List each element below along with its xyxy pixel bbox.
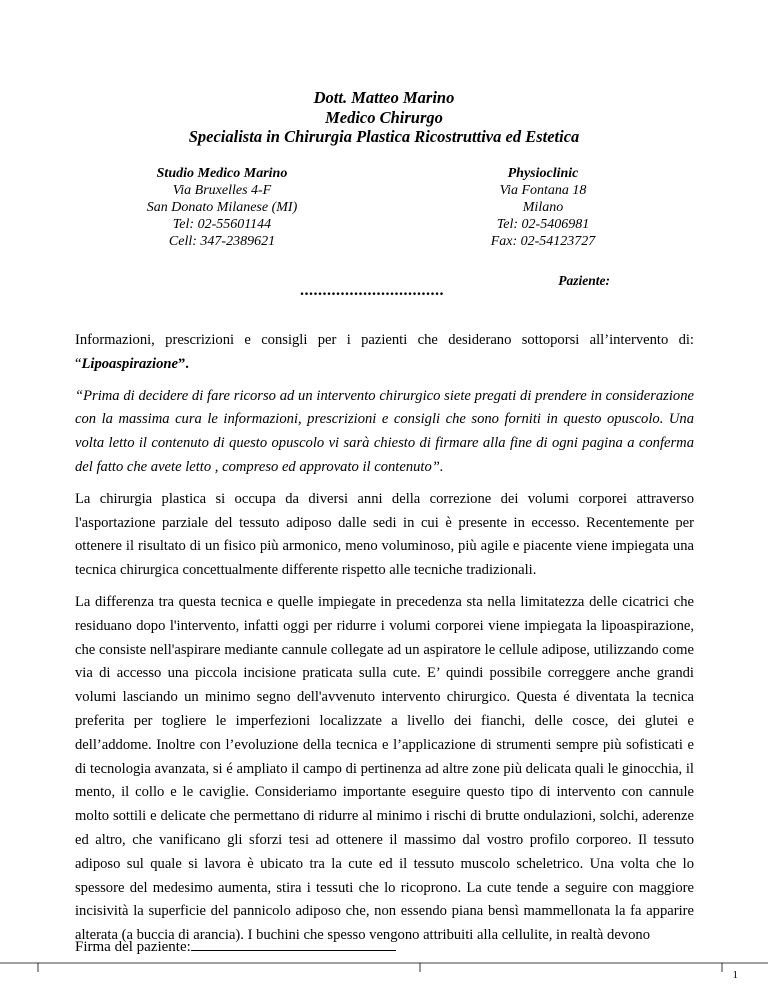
signature-label: Firma del paziente: xyxy=(75,939,191,955)
page-footer xyxy=(0,935,768,994)
studio-right-city: Milano xyxy=(522,200,564,215)
studio-left-cell: Cell: 347-2389621 xyxy=(168,234,276,249)
studio-right-fax: Fax: 02-54123727 xyxy=(490,234,596,249)
body-paragraph-1: La chirurgia plastica si occupa da diversi anni della correzione dei volumi corporei attraverso l'asportazione parziale del tessuto adiposo dalle sedi in cui è presente in eccesso. Recentemente per ottenere il risultato di un fisico più armonico, meno voluminoso, più agile e piacente viene impiegata una tecnica chirurgica concettualmente differente rispetto alle tecniche tradizionali. xyxy=(75,490,694,579)
doctor-role: Medico Chirurgo xyxy=(325,107,443,127)
body-paragraph-2: La differenza tra questa tecnica e quelle impiegate in precedenza sta nella limitatezza delle cicatrici che residuano dopo l'intervento, infatti oggi per ridurre i volumi corporei viene impiegata la lipoaspirazione, che consiste nell'aspirare mediante cannule collegate ad un aspiratore le cellule adipose, utilizzando come via di accesso una piccola incisione praticata sulla cute. E’ quindi possibile correggere anche grandi volumi lasciando un minimo segno dell'avvenuto intervento chirurgico. Questa é diventata la tecnica preferita per togliere le imperfezioni localizzate a livello dei fianchi, delle cosce, dei glutei e dell’addome. Inoltre con l’evoluzione della tecnica e l’applicazione di strumenti sempre più sofisticati e di tecnologia avanzata, si é ampliato il campo di pertinenza ad altre zone più delicata quali le ginocchia, il mento, il collo e le caviglie. Consideriamo importante eseguire questo tipo di intervento con cannule molto sottili e delicate che permettano di ridurre al minimo i rischi di brutte ondulazioni, solchi, aderenze ed altro, che vanificano gli sforzi tesi ad ottenere il massimo dal vostro profilo corporeo. Il tessuto adiposo sul quale si lavora è ubicato tra la cute ed il tessuto muscolo scheletrico. Una volta che lo spessore del medesimo aumenta, stira i tessuti che lo ricoprono. La cute tende a seguire con maggiore incisività la superficie del pannicolo adiposo che, non essendo piana bensì mammellonata la fa apparire alterata (a buccia di arancia). I buchini che spesso vengono attribuiti alla cellulite, in realtà devono xyxy=(75,593,694,944)
studio-left-block xyxy=(97,165,347,250)
studio-right-name: Physioclinic xyxy=(507,166,579,181)
patient-label: Paziente: xyxy=(558,273,610,288)
intro-text: Informazioni, prescrizioni e consigli per i pazienti che desiderano sottoporsi all’intervento di: “ xyxy=(75,332,694,372)
patient-name-field[interactable]: ................................ xyxy=(300,282,444,299)
quote-paragraph: “Prima di decidere di fare ricorso ad un intervento chirurgico siete pregati di prendere in considerazione con la massima cura le informazioni, prescrizioni e consigli che sono forniti in questo opuscolo. Una volta letto il contenuto di questo opuscolo vi sarà chiesto di firmare alla fine di ogni pagina a conferma del fatto che avete letto , compreso ed approvato il contenuto”. xyxy=(75,387,694,475)
intro-title: Lipoaspirazione xyxy=(81,355,178,372)
studio-left-name: Studio Medico Marino xyxy=(156,166,288,181)
studio-right-address: Via Fontana 18 xyxy=(499,183,587,198)
footer-frame xyxy=(0,935,768,994)
document-body xyxy=(75,329,694,956)
studio-left-address: Via Bruxelles 4-F xyxy=(172,183,272,198)
intro-end: ”. xyxy=(177,355,189,372)
intro-paragraph xyxy=(75,329,694,377)
page-number: 1 xyxy=(732,969,738,981)
doctor-name: Dott. Matteo Marino xyxy=(313,88,455,107)
doctor-specialty: Specialista in Chirurgia Plastica Ricostruttiva ed Estetica xyxy=(188,127,580,146)
studio-right-block xyxy=(418,165,668,250)
studio-right-tel: Tel: 02-5406981 xyxy=(496,217,590,232)
studio-left-city: San Donato Milanese (MI) xyxy=(146,200,298,215)
studio-left-tel: Tel: 02-55601144 xyxy=(172,217,272,232)
letterhead xyxy=(0,88,768,147)
